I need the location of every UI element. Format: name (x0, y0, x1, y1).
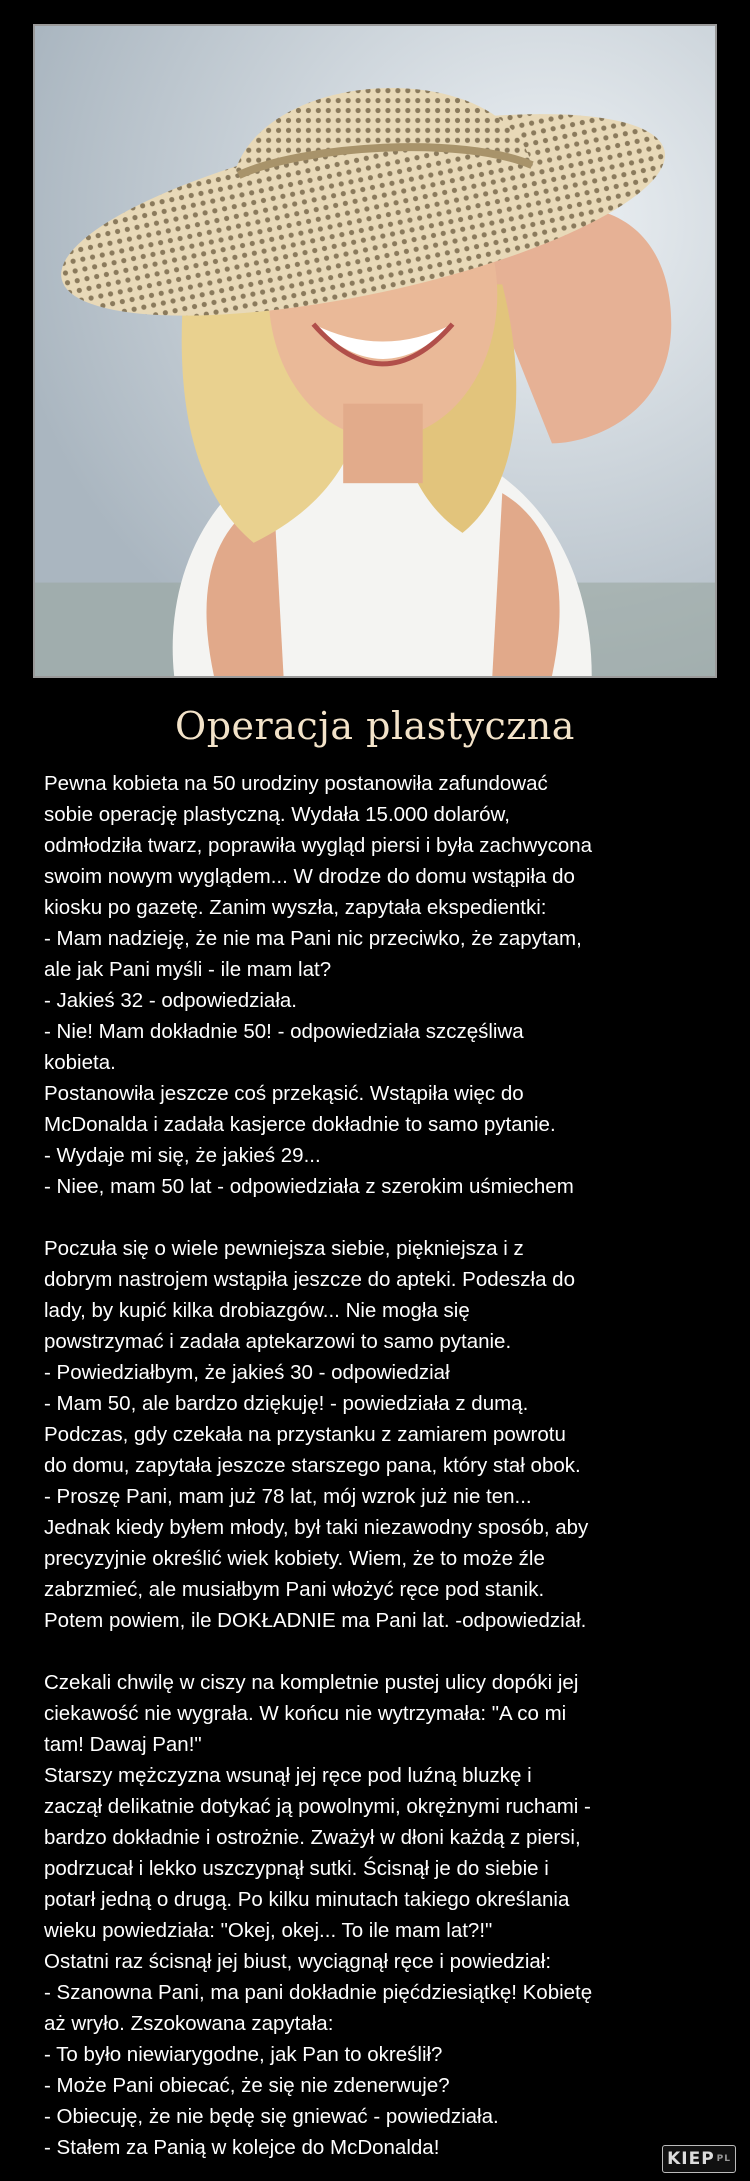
watermark-text: KIEP (667, 2149, 715, 2169)
story-line: zabrzmieć, ale musiałbym Pani włożyć ręce pod stanik. (44, 1578, 545, 1601)
story-line: - Proszę Pani, mam już 78 lat, mój wzrok już nie ten... (44, 1485, 532, 1508)
story-line: Pewna kobieta na 50 urodziny postanowiła zafundować (44, 772, 548, 795)
story-line: Jednak kiedy byłem młody, był taki niezawodny sposób, aby (44, 1516, 589, 1539)
story-line: - Obiecuję, że nie będę się gniewać - powiedziała. (44, 2105, 499, 2128)
story-line: Ostatni raz ścisnął jej biust, wyciągnął ręce i powiedział: (44, 1950, 552, 1973)
story-line: - Stałem za Panią w kolejce do McDonalda! (44, 2136, 440, 2159)
photo-frame (33, 24, 717, 678)
story-line: tam! Dawaj Pan!" (44, 1733, 202, 1756)
story-line: wieku powiedziała: "Okej, okej... To ile mam lat?!" (44, 1919, 493, 1942)
site-watermark (662, 2145, 736, 2173)
story-line: lady, by kupić kilka drobiazgów... Nie mogła się (44, 1299, 470, 1322)
story-line: dobrym nastrojem wstąpiła jeszcze do apteki. Podeszła do (44, 1268, 575, 1291)
story-line: aż wryło. Zszokowana zapytała: (44, 2012, 334, 2035)
story-line: zaczął delikatnie dotykać ją powolnymi, okrężnymi ruchami - (44, 1795, 591, 1818)
story-line: kobieta. (44, 1051, 116, 1074)
story-line: Podczas, gdy czekała na przystanku z zamiarem powrotu (44, 1423, 566, 1446)
story-line: Czekali chwilę w ciszy na kompletnie pustej ulicy dopóki jej (44, 1671, 579, 1694)
story-line: podrzucał i lekko uszczypnął sutki. Ścisnął je do siebie i (44, 1857, 549, 1880)
story-line: Postanowiła jeszcze coś przekąsić. Wstąpiła więc do (44, 1082, 524, 1105)
story-line: powstrzymać i zadała aptekarzowi to samo pytanie. (44, 1330, 512, 1353)
story-line: - Może Pani obiecać, że się nie zdenerwuje? (44, 2074, 450, 2097)
paragraph-break (44, 1636, 714, 1667)
story-line: - Wydaje mi się, że jakieś 29... (44, 1144, 321, 1167)
story-line: - Mam 50, ale bardzo dziękuję! - powiedziała z dumą. (44, 1392, 529, 1415)
story-line: ciekawość nie wygrała. W końcu nie wytrzymała: "A co mi (44, 1702, 567, 1725)
story-line: - To było niewiarygodne, jak Pan to określił? (44, 2043, 443, 2066)
story-line: - Szanowna Pani, ma pani dokładnie pięćdziesiątkę! Kobietę (44, 1981, 593, 2004)
story-line: do domu, zapytała jeszcze starszego pana, który stał obok. (44, 1454, 581, 1477)
story-line: Potem powiem, ile DOKŁADNIE ma Pani lat. -odpowiedział. (44, 1609, 587, 1632)
story-line: - Mam nadzieję, że nie ma Pani nic przeciwko, że zapytam, (44, 927, 582, 950)
story-line: potarł jedną o drugą. Po kilku minutach takiego określania (44, 1888, 570, 1911)
story-line: - Nie! Mam dokładnie 50! - odpowiedziała szczęśliwa (44, 1020, 524, 1043)
story-line: sobie operację plastyczną. Wydała 15.000 dolarów, (44, 803, 510, 826)
watermark-suffix: PL (716, 2154, 731, 2164)
story-line: odmłodziła twarz, poprawiła wygląd piersi i była zachwycona (44, 834, 593, 857)
story-line: Poczuła się o wiele pewniejsza siebie, piękniejsza i z (44, 1237, 524, 1260)
story-line: bardzo dokładnie i ostrożnie. Zważył w dłoni każdą z piersi, (44, 1826, 581, 1849)
story-line: Starszy mężczyzna wsunął jej ręce pod luźną bluzkę i (44, 1764, 532, 1787)
woman-in-straw-hat-photo-icon (35, 26, 715, 676)
story-line: McDonalda i zadała kasjerce dokładnie to samo pytanie. (44, 1113, 556, 1136)
story-text (44, 768, 714, 2163)
story-line: - Niee, mam 50 lat - odpowiedziała z szerokim uśmiechem (44, 1175, 574, 1198)
page-title: Operacja plastyczna (175, 704, 575, 748)
story-line: precyzyjnie określić wiek kobiety. Wiem, że to może źle (44, 1547, 545, 1570)
story-line: - Jakieś 32 - odpowiedziała. (44, 989, 297, 1012)
story-line: ale jak Pani myśli - ile mam lat? (44, 958, 332, 981)
story-line: kiosku po gazetę. Zanim wyszła, zapytała ekspedientki: (44, 896, 547, 919)
story-line: - Powiedziałbym, że jakieś 30 - odpowiedział (44, 1361, 450, 1384)
story-line: swoim nowym wyglądem... W drodze do domu wstąpiła do (44, 865, 575, 888)
paragraph-break (44, 1202, 714, 1233)
